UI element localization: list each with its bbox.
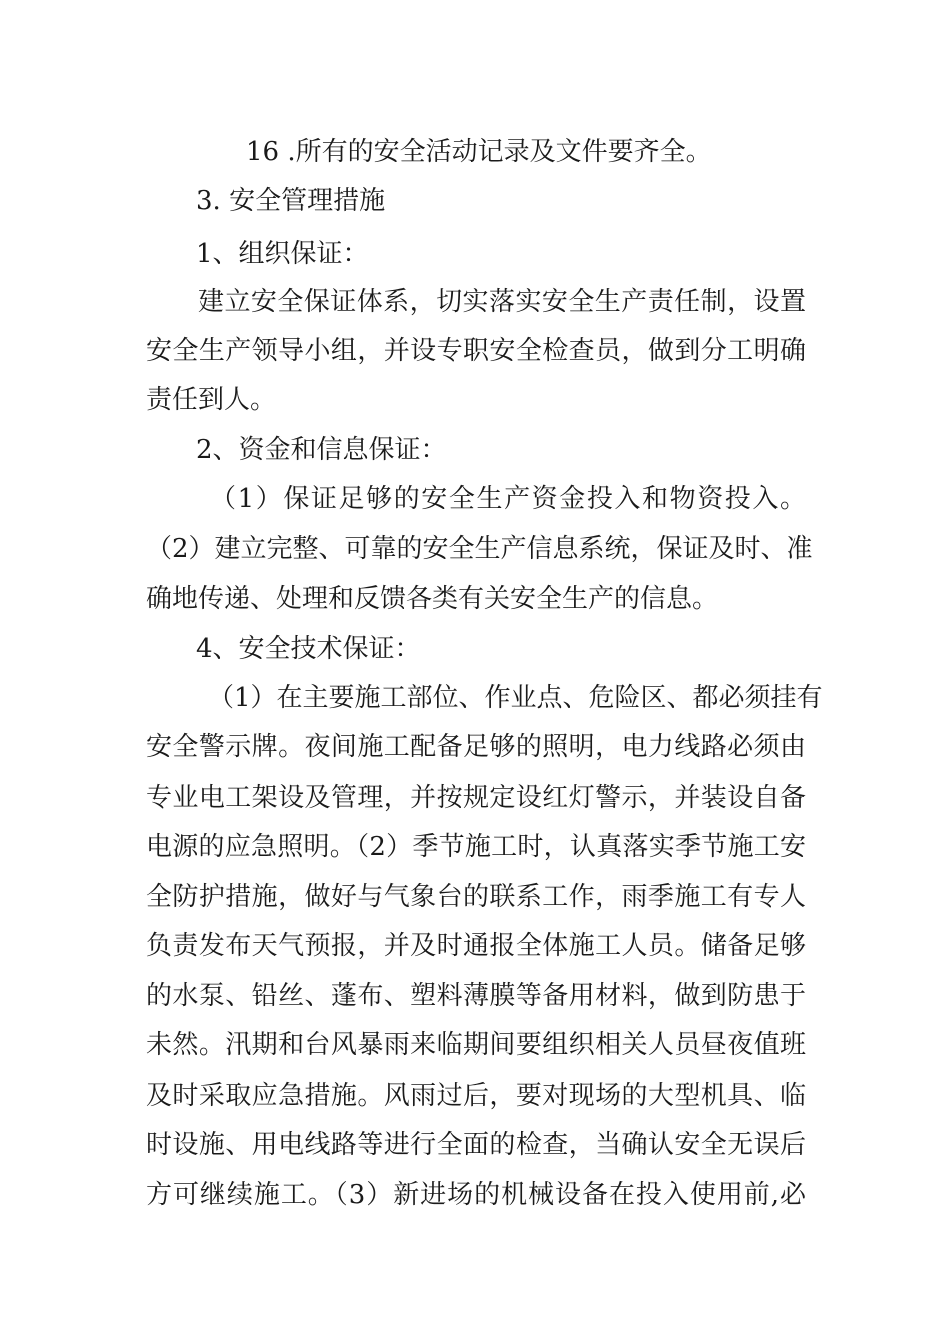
- paragraph-line: （1）在主要施工部位、作业点、危险区、都必须挂有: [208, 683, 823, 713]
- paragraph-line: 建立安全保证体系，切实落实安全生产责任制，设置: [198, 287, 806, 317]
- paragraph-line: 电源的应急照明。（2）季节施工时，认真落实季节施工安: [146, 832, 806, 862]
- paragraph-line: 安全警示牌。夜间施工配备足够的照明，电力线路必须由: [146, 732, 806, 762]
- paragraph-line: 未然。汛期和台风暴雨来临期间要组织相关人员昼夜值班: [146, 1030, 806, 1060]
- subheading-funds-info: 2、资金和信息保证：: [196, 435, 447, 465]
- paragraph-line: 时设施、用电线路等进行全面的检查，当确认安全无误后: [146, 1130, 806, 1160]
- paragraph-line: 专业电工架设及管理，并按规定设红灯警示，并装设自备: [146, 783, 806, 813]
- paragraph-line: 确地传递、处理和反馈各类有关安全生产的信息。: [146, 584, 719, 614]
- paragraph-line: 负责发布天气预报，并及时通报全体施工人员。储备足够: [146, 931, 806, 961]
- paragraph-line: 及时采取应急措施。风雨过后，要对现场的大型机具、临: [146, 1081, 806, 1111]
- paragraph-line: 责任到人。: [146, 385, 277, 415]
- paragraph-line: 的水泵、铅丝、蓬布、塑料薄膜等备用材料，做到防患于: [146, 981, 806, 1011]
- subheading-technical: 4、安全技术保证：: [196, 634, 421, 664]
- paragraph-line: （1）保证足够的安全生产资金投入和物资投入。: [210, 484, 806, 514]
- paragraph-line: 方可继续施工。（3）新进场的机械设备在投入使用前,必: [146, 1180, 806, 1210]
- subheading-organization: 1、组织保证：: [196, 239, 369, 269]
- item-16-safety-records: 16 .所有的安全活动记录及文件要齐全。: [246, 137, 712, 167]
- paragraph-line: 全防护措施，做好与气象台的联系工作，雨季施工有专人: [146, 882, 806, 912]
- paragraph-line: （2）建立完整、可靠的安全生产信息系统，保证及时、准: [146, 534, 813, 564]
- paragraph-line: 安全生产领导小组，并设专职安全检查员，做到分工明确: [146, 336, 806, 366]
- section-3-heading: 3. 安全管理措施: [196, 186, 386, 216]
